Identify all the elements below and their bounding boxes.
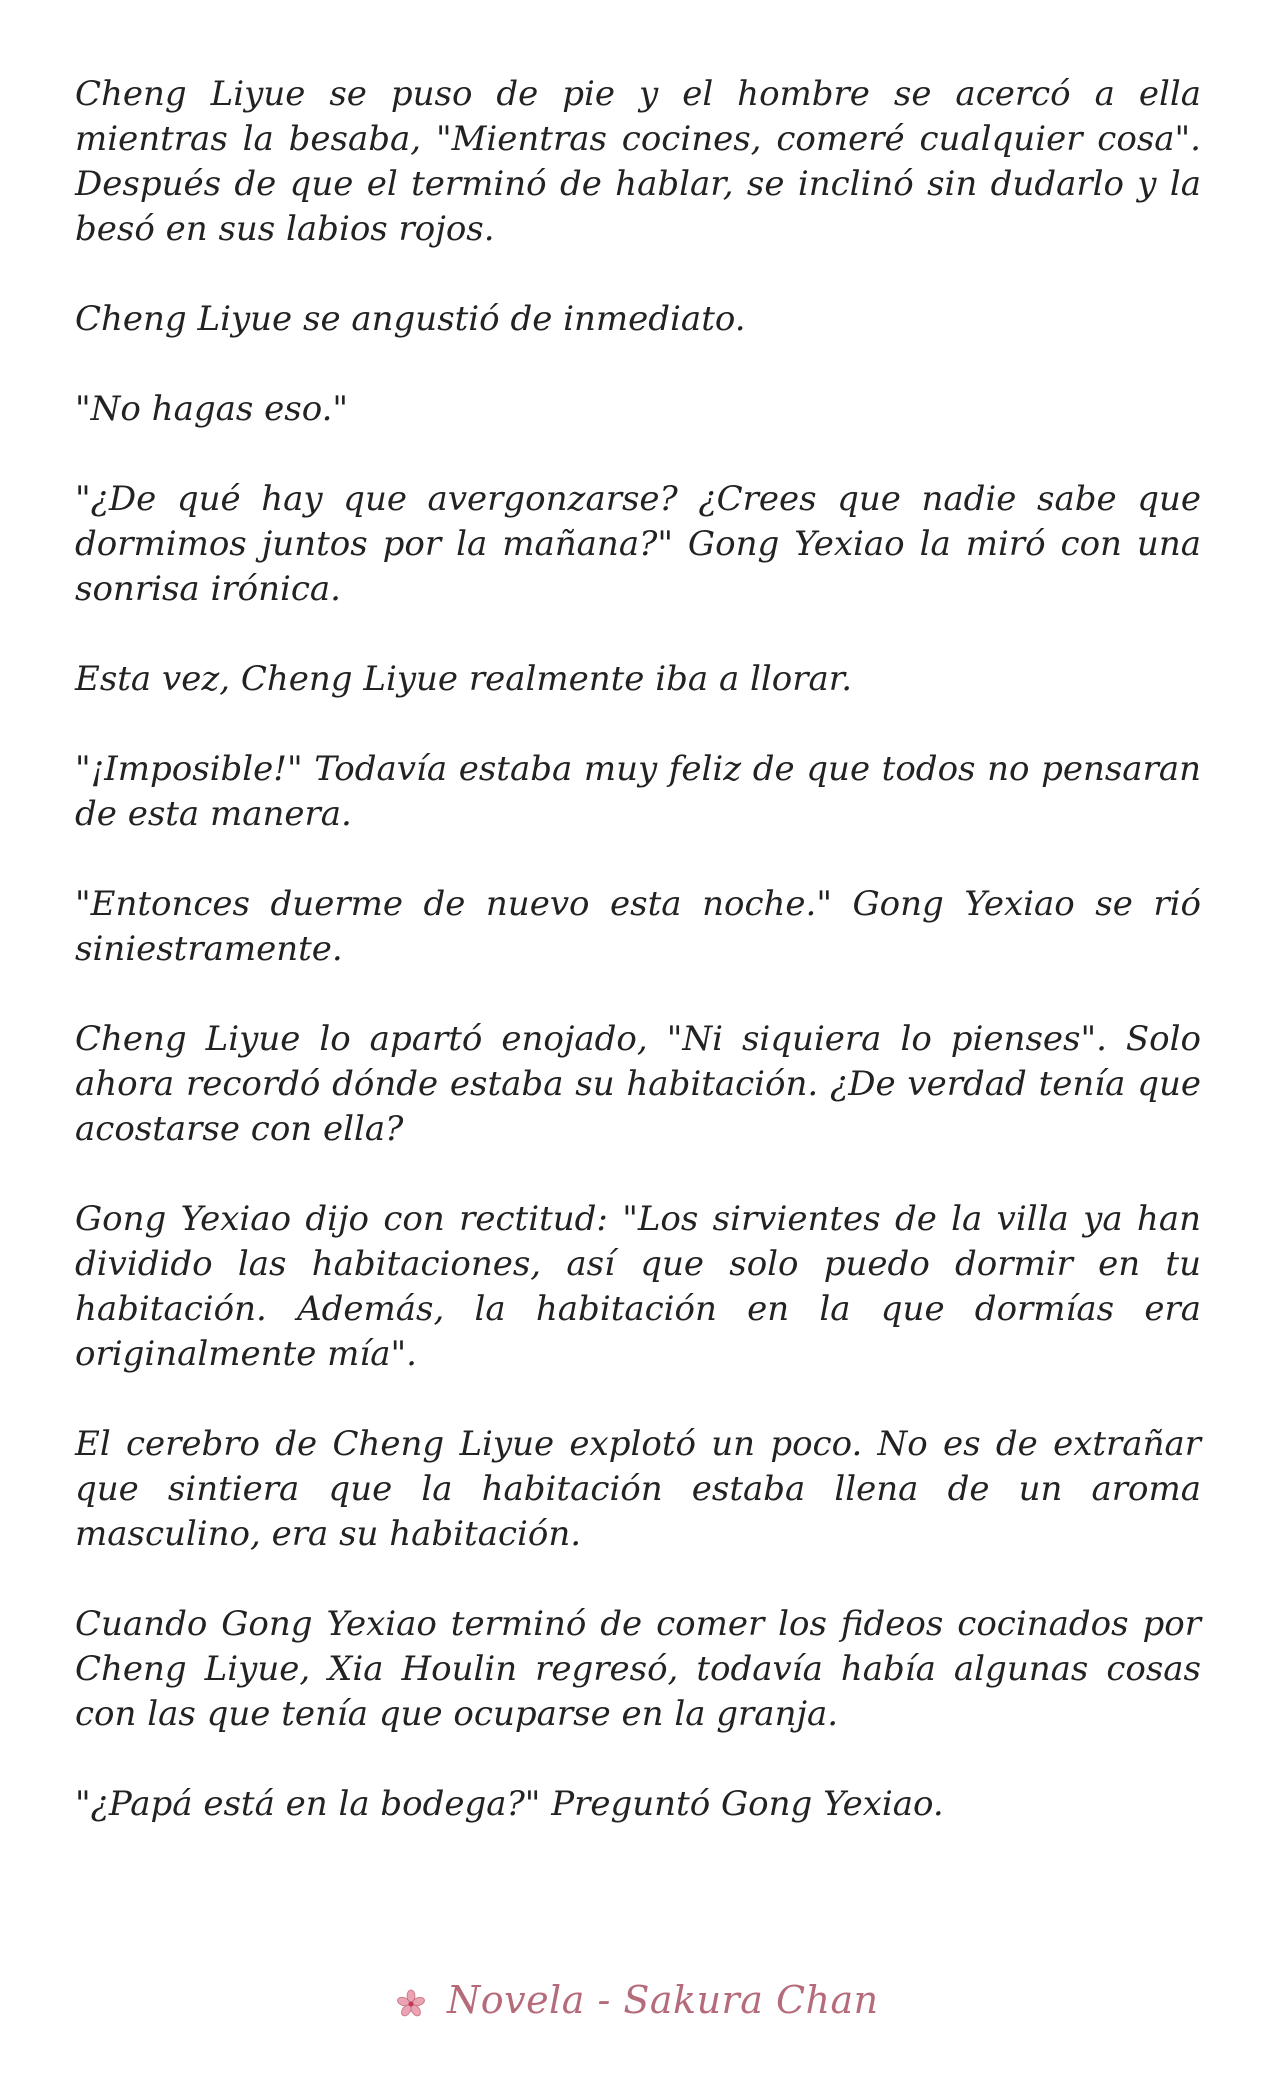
- paragraph: Cheng Liyue se angustió de inmediato.: [75, 299, 746, 339]
- paragraph: "No hagas eso.": [75, 389, 349, 429]
- chapter-text: [75, 72, 1201, 1872]
- paragraph: "¿De qué hay que avergonzarse? ¿Crees que nadie sabe que dormimos juntos por la mañana?" Gong Yexiao la miró con una sonrisa irónica.: [75, 479, 1201, 609]
- paragraph: Gong Yexiao dijo con rectitud: "Los sirvientes de la villa ya han dividido las habitaciones, así que solo puedo dormir en tu habitación. Además, la habitación en la que dormías era originalmente mía".: [75, 1199, 1201, 1374]
- sakura-flower-icon: [396, 1989, 426, 2019]
- paragraph: Cuando Gong Yexiao terminó de comer los fideos cocinados por Cheng Liyue, Xia Houlin regresó, todavía había algunas cosas con las que tenía que ocuparse en la granja.: [75, 1604, 1201, 1734]
- watermark-footer: [0, 1978, 1275, 2022]
- paragraph: Cheng Liyue se puso de pie y el hombre se acercó a ella mientras la besaba, "Mientras cocines, comeré cualquier cosa". Después de que el terminó de hablar, se inclinó sin dudarlo y la besó en sus labios rojos.: [75, 74, 1201, 249]
- watermark-text: Novela - Sakura Chan: [446, 1978, 879, 2022]
- paragraph: El cerebro de Cheng Liyue explotó un poco. No es de extrañar que sintiera que la habitación estaba llena de un aroma masculino, era su habitación.: [75, 1424, 1201, 1554]
- paragraph: Esta vez, Cheng Liyue realmente iba a llorar.: [75, 659, 853, 699]
- paragraph: "¡Imposible!" Todavía estaba muy feliz de que todos no pensaran de esta manera.: [75, 749, 1201, 834]
- paragraph: Cheng Liyue lo apartó enojado, "Ni siquiera lo pienses". Solo ahora recordó dónde estaba su habitación. ¿De verdad tenía que acostarse con ella?: [75, 1019, 1201, 1149]
- paragraph: "¿Papá está en la bodega?" Preguntó Gong Yexiao.: [75, 1784, 944, 1824]
- paragraph: "Entonces duerme de nuevo esta noche." Gong Yexiao se rió siniestramente.: [75, 884, 1201, 969]
